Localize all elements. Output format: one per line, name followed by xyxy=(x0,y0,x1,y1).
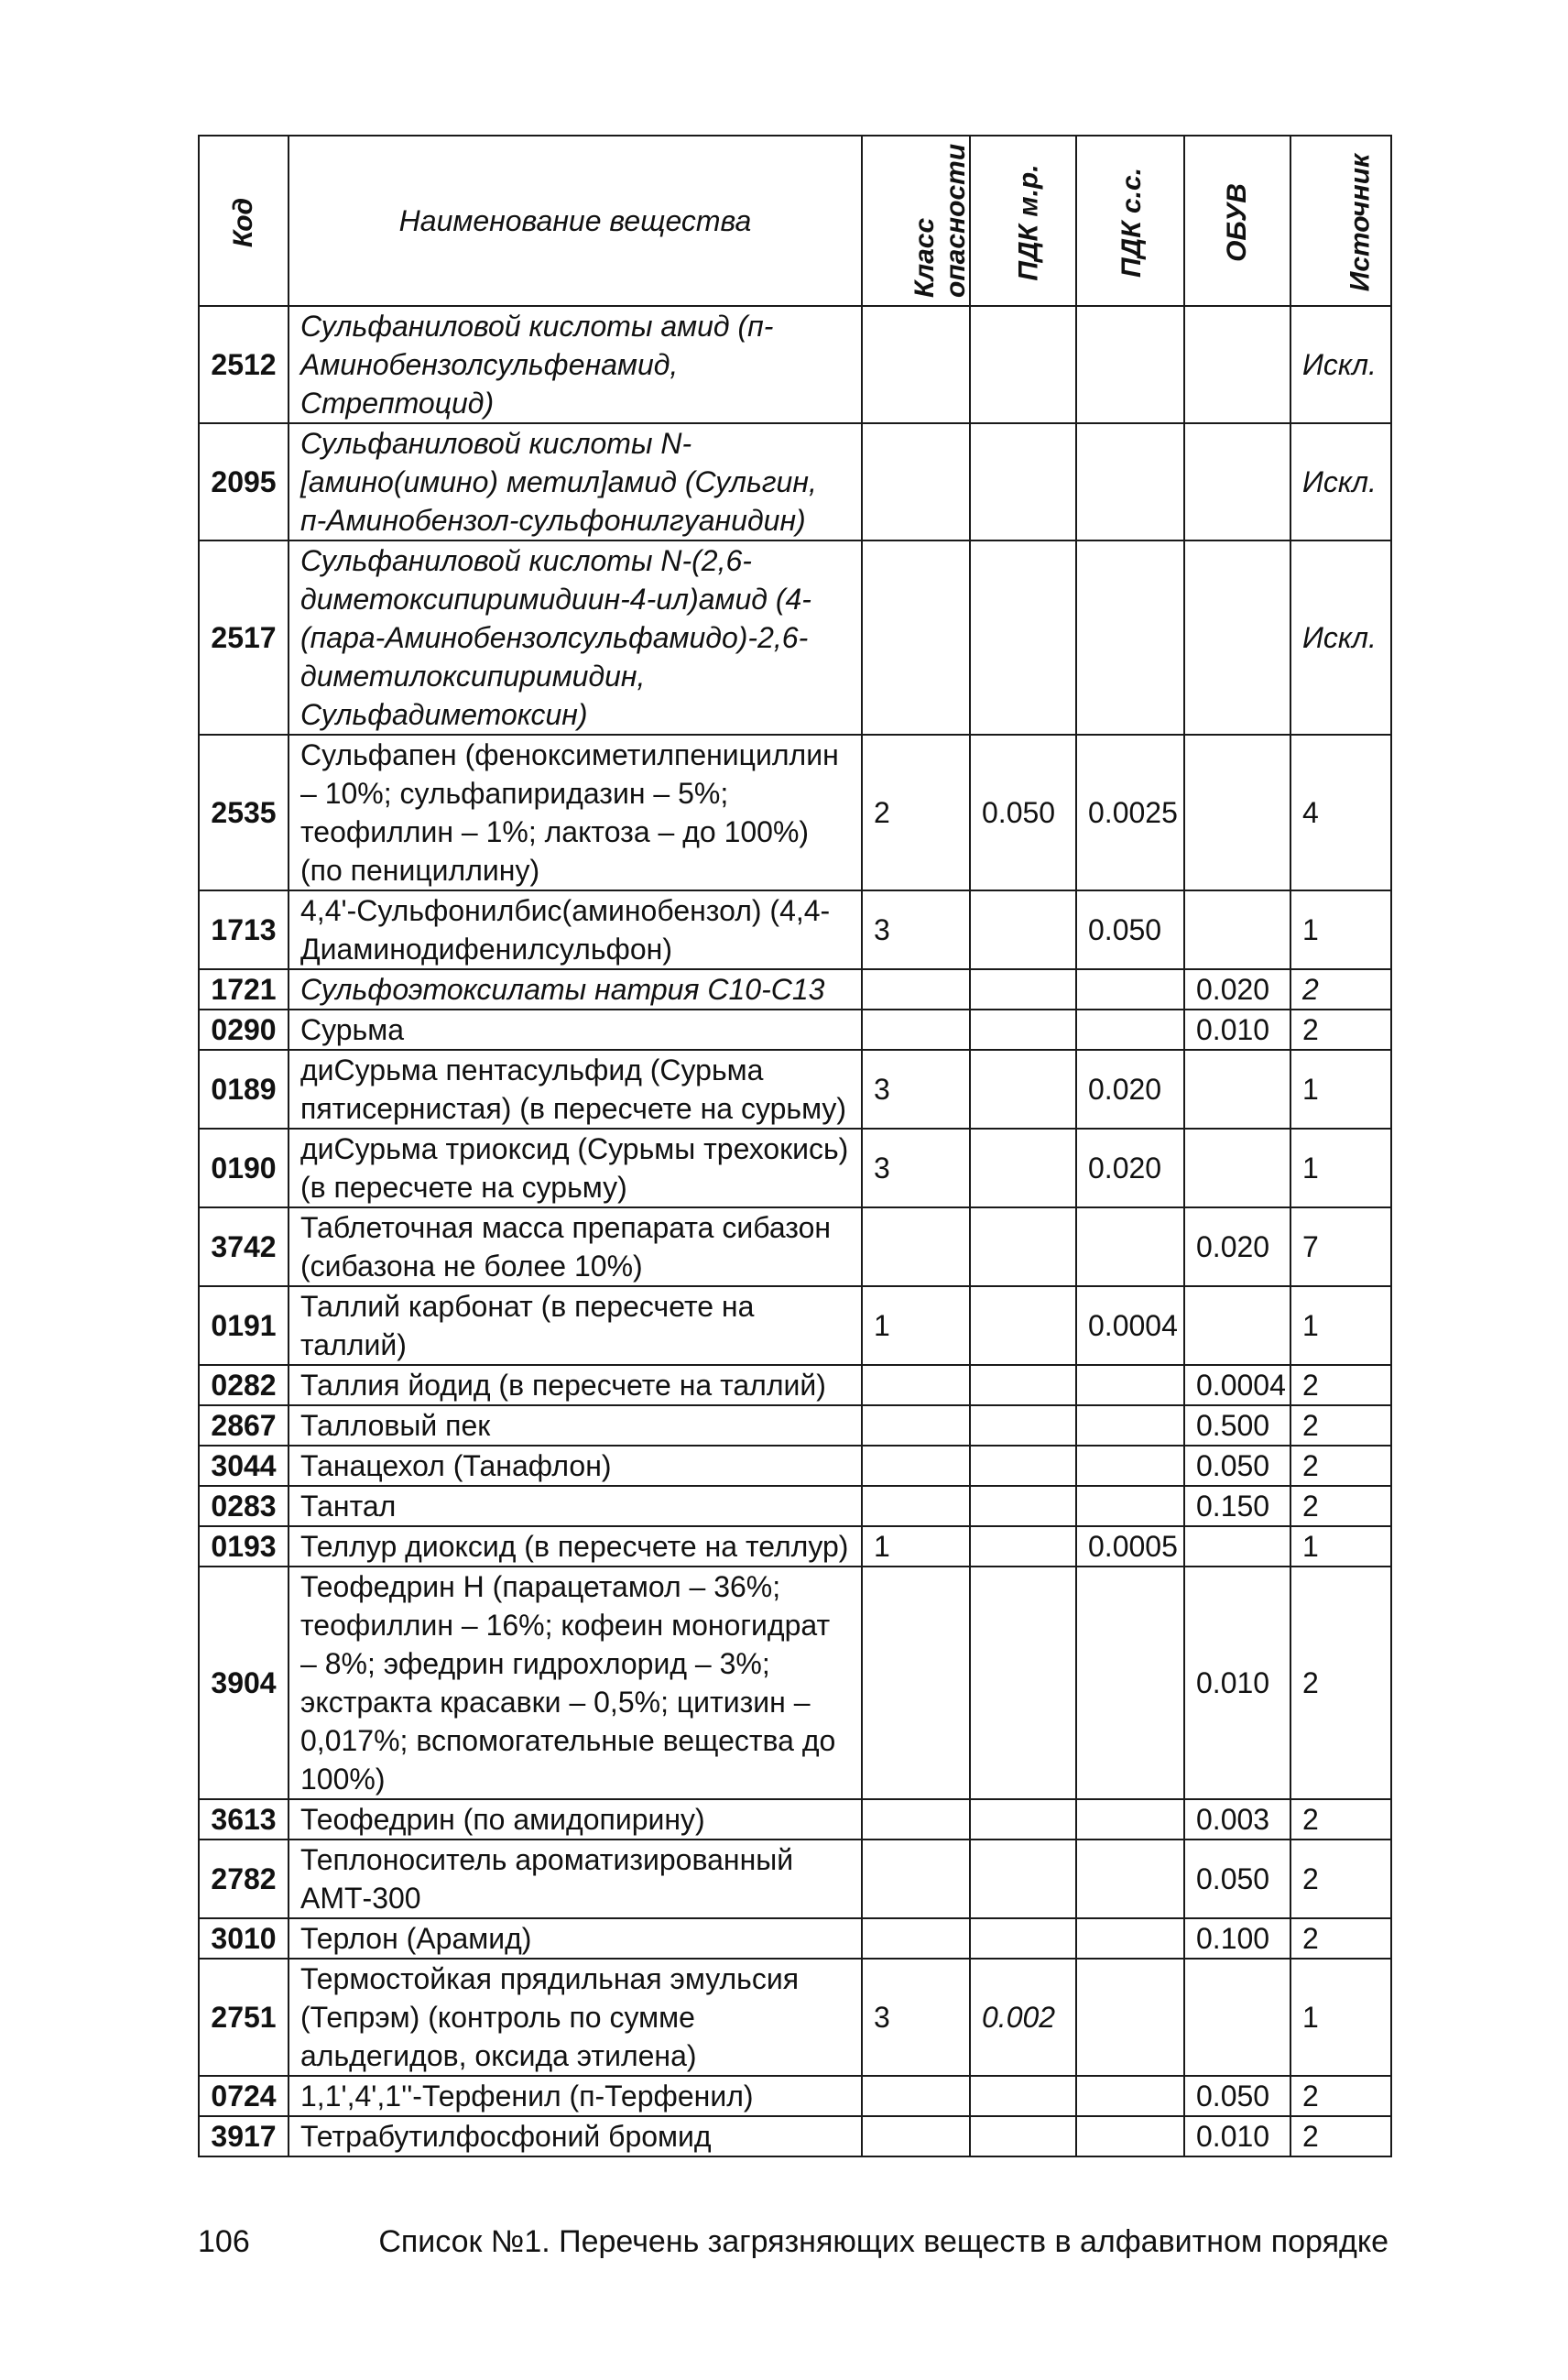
row-pdk-mr xyxy=(970,1050,1076,1129)
table-row xyxy=(199,1526,1391,1567)
row-name: Сульфаниловой кислоты N-[амино(имино) метил]амид (Сульгин, п-Аминобензол-сульфонилгуанидин) xyxy=(289,423,862,540)
table-row xyxy=(199,1010,1391,1050)
row-hazard-class xyxy=(862,2116,970,2156)
row-pdk-mr xyxy=(970,890,1076,969)
row-source: 2 xyxy=(1290,2076,1391,2116)
row-code: 3917 xyxy=(199,2116,289,2156)
row-name: Сульфаниловой кислоты амид (п-Аминобензолсульфенамид, Стрептоцид) xyxy=(289,306,862,423)
row-source: 2 xyxy=(1290,969,1391,1010)
row-name: Сульфаниловой кислоты N-(2,6-диметоксипиримидиин-4-ил)амид (4-(пара-Аминобензолсульфамидо)-2,6-диметилоксипиримидин, Сульфадиметоксин) xyxy=(289,540,862,735)
row-pdk-ss xyxy=(1076,1918,1184,1959)
row-hazard-class xyxy=(862,423,970,540)
row-hazard-class xyxy=(862,1918,970,1959)
row-code: 3904 xyxy=(199,1567,289,1799)
row-source: 1 xyxy=(1290,1959,1391,2076)
row-name: Теплоноситель ароматизированный АМТ-300 xyxy=(289,1840,862,1918)
row-pdk-mr xyxy=(970,1446,1076,1486)
row-source: 2 xyxy=(1290,1365,1391,1405)
row-source: 2 xyxy=(1290,1918,1391,1959)
row-code: 2782 xyxy=(199,1840,289,1918)
row-pdk-ss xyxy=(1076,423,1184,540)
row-code: 2517 xyxy=(199,540,289,735)
row-source: 2 xyxy=(1290,1840,1391,1918)
row-code: 3044 xyxy=(199,1446,289,1486)
row-code: 0282 xyxy=(199,1365,289,1405)
row-pdk-mr xyxy=(970,1840,1076,1918)
row-code: 0724 xyxy=(199,2076,289,2116)
row-hazard-class: 3 xyxy=(862,1050,970,1129)
row-obuv xyxy=(1184,1050,1290,1129)
row-code: 2095 xyxy=(199,423,289,540)
header-name: Наименование вещества xyxy=(289,136,862,306)
row-hazard-class: 3 xyxy=(862,1959,970,2076)
row-obuv: 0.003 xyxy=(1184,1799,1290,1840)
row-pdk-ss: 0.0004 xyxy=(1076,1286,1184,1365)
row-hazard-class xyxy=(862,1365,970,1405)
table-row xyxy=(199,1918,1391,1959)
row-hazard-class xyxy=(862,1207,970,1286)
row-name: Сурьма xyxy=(289,1010,862,1050)
row-code: 0290 xyxy=(199,1010,289,1050)
row-obuv xyxy=(1184,1286,1290,1365)
row-pdk-mr xyxy=(970,1918,1076,1959)
row-code: 0190 xyxy=(199,1129,289,1207)
row-hazard-class: 1 xyxy=(862,1286,970,1365)
row-hazard-class xyxy=(862,2076,970,2116)
table-row xyxy=(199,306,1391,423)
row-obuv: 0.020 xyxy=(1184,1207,1290,1286)
row-name: Теофедрин Н (парацетамол – 36%; теофиллин – 16%; кофеин моногидрат – 8%; эфедрин гидрохлорид – 3%; экстракта красавки – 0,5%; цитизин – 0,017%; вспомогательные вещества до 100%) xyxy=(289,1567,862,1799)
row-source: Искл. xyxy=(1290,306,1391,423)
row-pdk-mr: 0.002 xyxy=(970,1959,1076,2076)
row-code: 2867 xyxy=(199,1405,289,1446)
row-pdk-mr xyxy=(970,1207,1076,1286)
row-obuv: 0.100 xyxy=(1184,1918,1290,1959)
row-pdk-ss xyxy=(1076,1799,1184,1840)
row-name: Сульфоэтоксилаты натрия C10-C13 xyxy=(289,969,862,1010)
row-pdk-mr: 0.050 xyxy=(970,735,1076,890)
row-pdk-ss xyxy=(1076,1840,1184,1918)
table-row xyxy=(199,969,1391,1010)
row-pdk-mr xyxy=(970,306,1076,423)
row-code: 2512 xyxy=(199,306,289,423)
row-pdk-ss xyxy=(1076,1486,1184,1526)
row-obuv: 0.050 xyxy=(1184,1840,1290,1918)
table-row xyxy=(199,1446,1391,1486)
row-name: Сульфапен (феноксиметилпенициллин – 10%; сульфапиридазин – 5%; теофиллин – 1%; лактоза – до 100%) (по пенициллину) xyxy=(289,735,862,890)
row-pdk-mr xyxy=(970,1010,1076,1050)
table-row xyxy=(199,1486,1391,1526)
row-hazard-class: 1 xyxy=(862,1526,970,1567)
row-pdk-mr xyxy=(970,1799,1076,1840)
row-pdk-ss xyxy=(1076,2076,1184,2116)
table-header-row xyxy=(199,136,1391,306)
row-name: 4,4'-Сульфонилбис(аминобензол) (4,4-Диаминодифенилсульфон) xyxy=(289,890,862,969)
row-hazard-class xyxy=(862,306,970,423)
row-pdk-ss: 0.020 xyxy=(1076,1129,1184,1207)
row-code: 0189 xyxy=(199,1050,289,1129)
row-obuv xyxy=(1184,735,1290,890)
row-source: 4 xyxy=(1290,735,1391,890)
table-row xyxy=(199,1129,1391,1207)
row-pdk-ss xyxy=(1076,306,1184,423)
row-pdk-ss xyxy=(1076,1959,1184,2076)
row-source: Искл. xyxy=(1290,423,1391,540)
row-name: диСурьма пентасульфид (Сурьма пятисернистая) (в пересчете на сурьму) xyxy=(289,1050,862,1129)
row-pdk-mr xyxy=(970,2076,1076,2116)
row-source: 1 xyxy=(1290,1286,1391,1365)
row-obuv: 0.500 xyxy=(1184,1405,1290,1446)
row-obuv xyxy=(1184,306,1290,423)
row-pdk-mr xyxy=(970,1365,1076,1405)
row-obuv xyxy=(1184,1959,1290,2076)
row-source: 1 xyxy=(1290,1050,1391,1129)
row-code: 3613 xyxy=(199,1799,289,1840)
row-pdk-ss xyxy=(1076,1207,1184,1286)
row-pdk-mr xyxy=(970,1286,1076,1365)
row-obuv: 0.010 xyxy=(1184,2116,1290,2156)
row-code: 3742 xyxy=(199,1207,289,1286)
row-pdk-ss: 0.0025 xyxy=(1076,735,1184,890)
table-row xyxy=(199,1799,1391,1840)
row-pdk-mr xyxy=(970,1567,1076,1799)
row-hazard-class xyxy=(862,1405,970,1446)
row-source: 1 xyxy=(1290,1526,1391,1567)
table-row xyxy=(199,423,1391,540)
row-pdk-ss: 0.050 xyxy=(1076,890,1184,969)
row-pdk-ss xyxy=(1076,1010,1184,1050)
row-pdk-ss xyxy=(1076,1567,1184,1799)
row-name: Танацехол (Танафлон) xyxy=(289,1446,862,1486)
row-source: 2 xyxy=(1290,1486,1391,1526)
row-pdk-ss xyxy=(1076,1405,1184,1446)
header-code: Код xyxy=(199,136,289,306)
row-code: 1713 xyxy=(199,890,289,969)
row-pdk-ss xyxy=(1076,540,1184,735)
row-pdk-mr xyxy=(970,540,1076,735)
row-pdk-ss xyxy=(1076,2116,1184,2156)
row-obuv: 0.050 xyxy=(1184,2076,1290,2116)
table-row xyxy=(199,735,1391,890)
row-hazard-class xyxy=(862,1799,970,1840)
row-name: Таблеточная масса препарата сибазон (сибазона не более 10%) xyxy=(289,1207,862,1286)
row-source: Искл. xyxy=(1290,540,1391,735)
row-hazard-class xyxy=(862,1486,970,1526)
table-row xyxy=(199,2116,1391,2156)
row-obuv: 0.150 xyxy=(1184,1486,1290,1526)
table-row xyxy=(199,1207,1391,1286)
row-pdk-mr xyxy=(970,1405,1076,1446)
row-name: Термостойкая прядильная эмульсия (Тепрэм) (контроль по сумме альдегидов, оксида этилена) xyxy=(289,1959,862,2076)
row-name: Талловый пек xyxy=(289,1405,862,1446)
row-hazard-class xyxy=(862,1567,970,1799)
row-pdk-mr xyxy=(970,1526,1076,1567)
header-source: Источник xyxy=(1290,136,1391,306)
row-hazard-class xyxy=(862,969,970,1010)
header-obuv: ОБУВ xyxy=(1184,136,1290,306)
row-pdk-mr xyxy=(970,423,1076,540)
table-row xyxy=(199,1405,1391,1446)
row-name: Теллур диоксид (в пересчете на теллур) xyxy=(289,1526,862,1567)
row-obuv xyxy=(1184,423,1290,540)
row-name: Тантал xyxy=(289,1486,862,1526)
row-pdk-ss: 0.0005 xyxy=(1076,1526,1184,1567)
row-name: Терлон (Арамид) xyxy=(289,1918,862,1959)
row-obuv xyxy=(1184,540,1290,735)
table-row xyxy=(199,1567,1391,1799)
row-obuv xyxy=(1184,890,1290,969)
table-row xyxy=(199,1959,1391,2076)
row-code: 1721 xyxy=(199,969,289,1010)
row-hazard-class xyxy=(862,1840,970,1918)
table-row xyxy=(199,1286,1391,1365)
table-row xyxy=(199,1365,1391,1405)
row-pdk-mr xyxy=(970,969,1076,1010)
row-source: 2 xyxy=(1290,2116,1391,2156)
row-hazard-class xyxy=(862,1010,970,1050)
row-name: 1,1',4',1''-Терфенил (п-Терфенил) xyxy=(289,2076,862,2116)
row-code: 0191 xyxy=(199,1286,289,1365)
row-name: Теофедрин (по амидопирину) xyxy=(289,1799,862,1840)
row-pdk-ss xyxy=(1076,1446,1184,1486)
table-row xyxy=(199,540,1391,735)
row-hazard-class: 2 xyxy=(862,735,970,890)
row-code: 3010 xyxy=(199,1918,289,1959)
row-obuv xyxy=(1184,1129,1290,1207)
row-source: 7 xyxy=(1290,1207,1391,1286)
row-source: 1 xyxy=(1290,890,1391,969)
row-obuv: 0.010 xyxy=(1184,1010,1290,1050)
row-name: Таллий карбонат (в пересчете на таллий) xyxy=(289,1286,862,1365)
table-row xyxy=(199,1050,1391,1129)
header-pdk-mr: ПДК м.р. xyxy=(970,136,1076,306)
row-obuv: 0.020 xyxy=(1184,969,1290,1010)
row-hazard-class: 3 xyxy=(862,890,970,969)
row-hazard-class: 3 xyxy=(862,1129,970,1207)
row-obuv: 0.010 xyxy=(1184,1567,1290,1799)
table-row xyxy=(199,1840,1391,1918)
row-code: 0283 xyxy=(199,1486,289,1526)
row-name: Тетрабутилфосфоний бромид xyxy=(289,2116,862,2156)
header-pdk-ss: ПДК с.с. xyxy=(1076,136,1184,306)
row-source: 2 xyxy=(1290,1567,1391,1799)
row-source: 1 xyxy=(1290,1129,1391,1207)
page-number: 106 xyxy=(198,2224,250,2259)
row-name: Таллия йодид (в пересчете на таллий) xyxy=(289,1365,862,1405)
substances-table xyxy=(198,135,1392,2157)
row-pdk-ss xyxy=(1076,969,1184,1010)
row-source: 2 xyxy=(1290,1010,1391,1050)
row-source: 2 xyxy=(1290,1799,1391,1840)
row-name: диСурьма триоксид (Сурьмы трехокись) (в пересчете на сурьму) xyxy=(289,1129,862,1207)
row-obuv: 0.0004 xyxy=(1184,1365,1290,1405)
row-pdk-mr xyxy=(970,2116,1076,2156)
row-pdk-ss: 0.020 xyxy=(1076,1050,1184,1129)
row-hazard-class xyxy=(862,1446,970,1486)
row-source: 2 xyxy=(1290,1405,1391,1446)
row-code: 0193 xyxy=(199,1526,289,1567)
row-hazard-class xyxy=(862,540,970,735)
table-row xyxy=(199,2076,1391,2116)
header-hazard-class: Класс опасности xyxy=(862,136,970,306)
row-source: 2 xyxy=(1290,1446,1391,1486)
footer-caption: Список №1. Перечень загрязняющих веществ в алфавитном порядке xyxy=(378,2224,1388,2259)
table-body xyxy=(199,306,1391,2156)
row-pdk-mr xyxy=(970,1486,1076,1526)
table-row xyxy=(199,890,1391,969)
row-pdk-mr xyxy=(970,1129,1076,1207)
row-code: 2751 xyxy=(199,1959,289,2076)
row-pdk-ss xyxy=(1076,1365,1184,1405)
row-obuv: 0.050 xyxy=(1184,1446,1290,1486)
row-code: 2535 xyxy=(199,735,289,890)
row-obuv xyxy=(1184,1526,1290,1567)
